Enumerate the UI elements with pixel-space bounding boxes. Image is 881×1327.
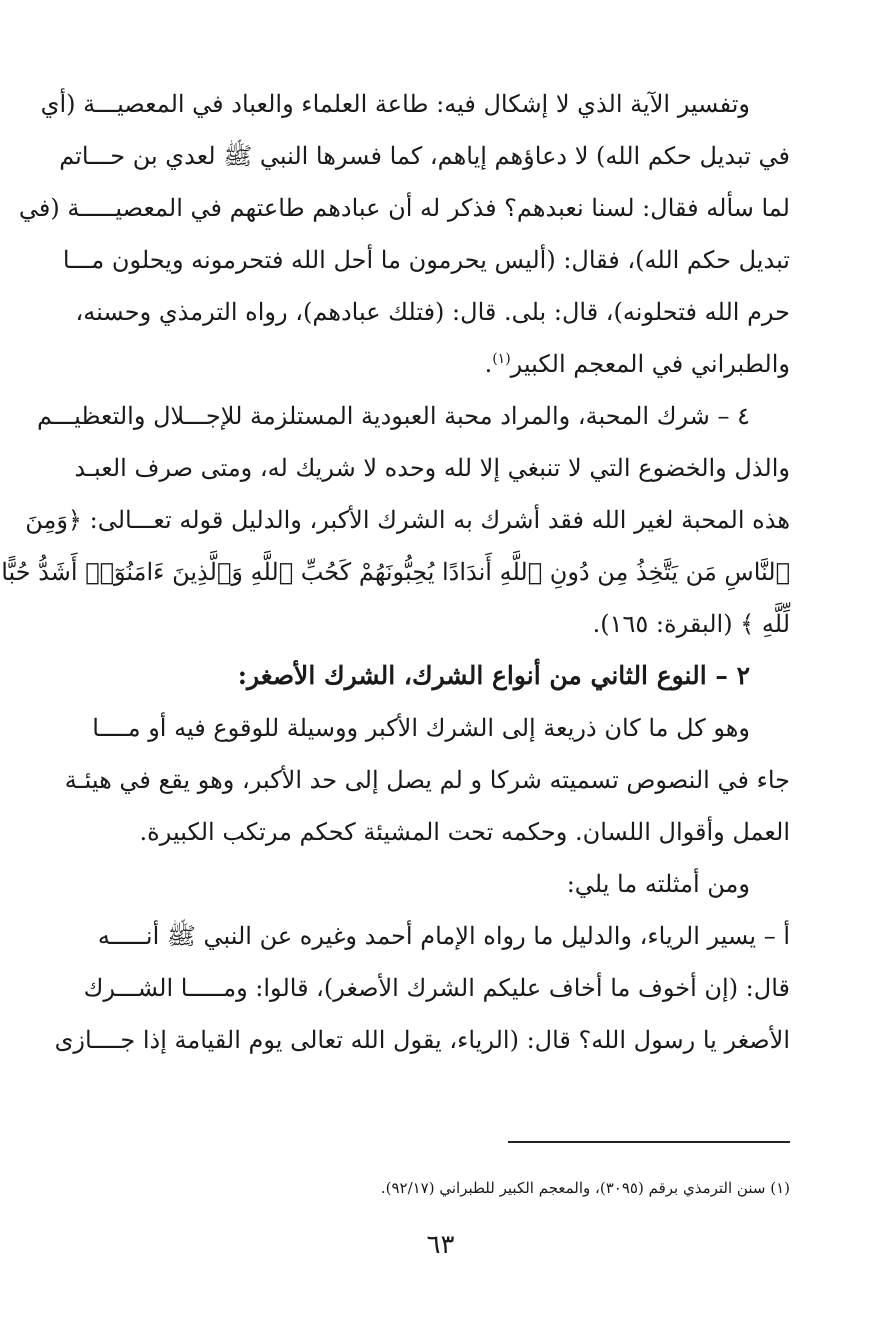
line-text: ومن أمثلته ما يلي: [566, 870, 750, 898]
text-line [104, 598, 790, 650]
footnote: (١) سنن الترمذي برقم (٣٠٩٥)، والمعجم الكبير للطبراني (٩٢/١٧). [380, 1179, 790, 1197]
text-line [37, 390, 790, 442]
line-text: لِّلَّهِ ﴾ (البقرة: ١٦٥). [592, 610, 790, 638]
line-text: العمل وأقوال اللسان. وحكمه تحت المشيئة كحكم مرتكب الكبيرة. [139, 818, 790, 846]
text-line [104, 858, 790, 910]
text-line [25, 494, 790, 546]
text-line [59, 130, 790, 182]
line-text: في تبديل حكم الله) لا دعاؤهم إياهم، كما فسرها النبي ﷺ لعدي بن حـــاتم [59, 142, 790, 170]
line-text: تبديل حكم الله)، فقال: (أليس يحرمون ما أحل الله فتحرمونه ويحلون مـــا [62, 246, 790, 274]
text-line [1, 546, 790, 598]
text-line [18, 182, 790, 234]
page-number: ٦٣ [426, 1230, 455, 1260]
line-text: وهو كل ما كان ذريعة إلى الشرك الأكبر ووسيلة للوقوع فيه أو مــــا [92, 714, 750, 742]
line-text: ٤ – شرك المحبة، والمراد محبة العبودية المستلزمة للإجـــلال والتعظيـــم [37, 402, 750, 430]
main-text [1, 78, 790, 1066]
text-line [40, 78, 790, 130]
footnote-divider [508, 1141, 790, 1143]
line-text: الأصغر يا رسول الله؟ قال: (الرياء، يقول الله تعالى يوم القيامة إذا جــــازى [54, 1026, 790, 1054]
text-line [104, 806, 790, 858]
line-text: جاء في النصوص تسميته شركا و لم يصل إلى حد الأكبر، وهو يقع في هيئـة [64, 766, 790, 794]
line-text: ٢ – النوع الثاني من أنواع الشرك، الشرك الأصغر: [237, 661, 750, 690]
line-text: ٱلنَّاسِ مَن يَتَّخِذُ مِن دُونِ ٱللَّهِ أَندَادًا يُحِبُّونَهُمْ كَحُبِّ ٱللَّهِ وَٱلَّذِينَ ءَامَنُوٓا۟ أَشَدُّ حُبًّا [1, 558, 790, 586]
text-line [62, 234, 790, 286]
footnote-reference[interactable]: (١) [492, 351, 511, 367]
line-text: هذه المحبة لغير الله فقد أشرك به الشرك الأكبر، والدليل قوله تعـــالى: ﴿وَمِنَ [25, 506, 790, 534]
line-text: أ – يسير الرياء، والدليل ما رواه الإمام أحمد وغيره عن النبي ﷺ أنـــــه [97, 922, 790, 950]
line-text: والطبراني في المعجم الكبير [510, 350, 790, 378]
line-text: وتفسير الآية الذي لا إشكال فيه: طاعة العلماء والعباد في المعصيـــة (أي [40, 90, 750, 118]
text-line [75, 286, 790, 338]
text-line [64, 754, 790, 806]
text-line [83, 962, 790, 1014]
text-line [104, 650, 790, 702]
line-tail: . [484, 350, 493, 378]
line-text: والذل والخضوع التي لا تنبغي إلا لله وحده لا شريك له، ومتى صرف العبـد [74, 454, 790, 482]
line-text: قال: (إن أخوف ما أخاف عليكم الشرك الأصغر)، قالوا: ومـــــا الشـــرك [83, 974, 790, 1002]
text-line [74, 442, 790, 494]
line-text: لما سأله فقال: لسنا نعبدهم؟ فذكر له أن عبادهم طاعتهم في المعصيـــــة (في [18, 194, 790, 222]
text-line [54, 1014, 790, 1066]
text-line [104, 338, 790, 390]
text-line [97, 910, 790, 962]
line-text: حرم الله فتحلونه)، قال: بلى. قال: (فتلك عبادهم)، رواه الترمذي وحسنه، [75, 298, 790, 326]
text-line [92, 702, 790, 754]
